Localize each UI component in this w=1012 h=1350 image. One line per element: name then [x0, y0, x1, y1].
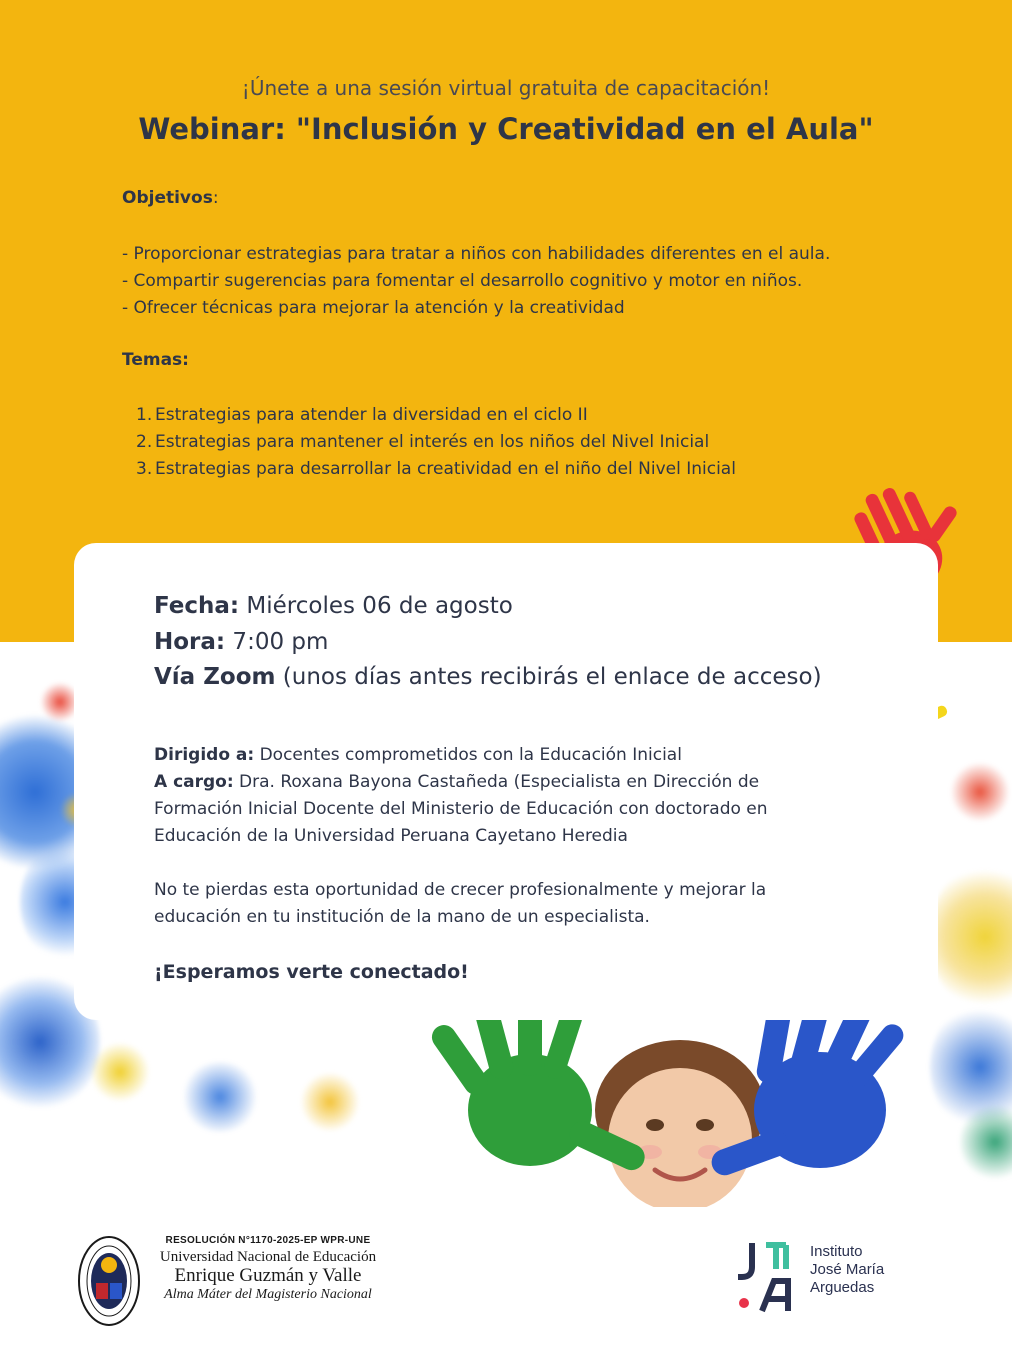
event-date: [154, 593, 513, 619]
event-time: [154, 629, 328, 655]
topic-item: [136, 456, 736, 483]
audience-label: Dirigido a:: [154, 745, 255, 765]
objective-item: - Compartir sugerencias para fomentar el desarrollo cognitivo y motor en niños.: [122, 271, 803, 291]
closing-message: ¡Esperamos verte conectado!: [154, 961, 469, 983]
institute-line-1: Instituto: [810, 1243, 863, 1260]
time-label: Hora:: [154, 629, 226, 655]
topics-list: [136, 402, 736, 483]
objectives-colon: :: [212, 188, 219, 208]
child-painted-hands-photo: [410, 1000, 950, 1207]
university-seal-icon: [78, 1235, 140, 1327]
date-value: Miércoles 06 de agosto: [239, 593, 513, 619]
topic-item: [136, 402, 736, 429]
objective-item: - Ofrecer técnicas para mejorar la atención y la creatividad: [122, 298, 625, 318]
topic-number: 1.: [136, 405, 153, 425]
topic-text: Estrategias para atender la diversidad en el ciclo II: [155, 405, 588, 425]
objectives-list: [122, 241, 830, 322]
event-platform: [154, 664, 822, 690]
institute-logo-icon: [736, 1241, 798, 1313]
topic-text: Estrategias para desarrollar la creatividad en el niño del Nivel Inicial: [155, 459, 736, 479]
speaker-line: [154, 769, 834, 850]
university-branding: [143, 1235, 393, 1304]
objectives-label: Objetivos: [122, 188, 213, 208]
audience-value: Docentes comprometidos con la Educación Inicial: [254, 745, 682, 765]
event-info-card: [74, 543, 938, 1020]
webinar-title: Webinar: "Inclusión y Creatividad en el Aula": [138, 112, 874, 146]
audience-line: [154, 742, 834, 769]
topic-number: 2.: [136, 432, 153, 452]
topic-text: Estrategias para mantener el interés en los niños del Nivel Inicial: [155, 432, 710, 452]
footer-logos: [0, 1207, 1012, 1350]
university-motto: Alma Máter del Magisterio Nacional: [164, 1287, 372, 1302]
speaker-label: A cargo:: [154, 772, 234, 792]
objectives-heading: [122, 188, 219, 208]
speaker-value: Dra. Roxana Bayona Castañeda (Especialista en Dirección de Formación Inicial Docente del Ministerio de Educación con doctorado en Educación de la Universidad Peruana Cayetano Heredia: [154, 772, 768, 846]
topic-number: 3.: [136, 459, 153, 479]
university-name: Universidad Nacional de Educación: [159, 1249, 377, 1265]
platform-value: (unos días antes recibirás el enlace de acceso): [275, 664, 822, 690]
resolution-text: RESOLUCIÓN N°1170-2025-EP WPR-UNE: [165, 1235, 371, 1246]
topics-heading: Temas:: [122, 350, 189, 370]
kicker-text: ¡Únete a una sesión virtual gratuita de capacitación!: [241, 76, 771, 100]
institute-line-2: José María: [810, 1261, 885, 1278]
institute-name: [810, 1243, 884, 1297]
platform-label: Vía Zoom: [154, 664, 276, 690]
date-label: Fecha:: [154, 593, 240, 619]
invite-paragraph: No te pierdas esta oportunidad de crecer profesionalmente y mejorar la educación en tu institución de la mano de un especialista.: [154, 880, 767, 927]
topic-item: [136, 429, 736, 456]
university-name-2: Enrique Guzmán y Valle: [174, 1265, 362, 1286]
institute-line-3: Arguedas: [810, 1279, 875, 1296]
objective-item: - Proporcionar estrategias para tratar a niños con habilidades diferentes en el aula.: [122, 244, 831, 264]
time-value: 7:00 pm: [225, 629, 329, 655]
